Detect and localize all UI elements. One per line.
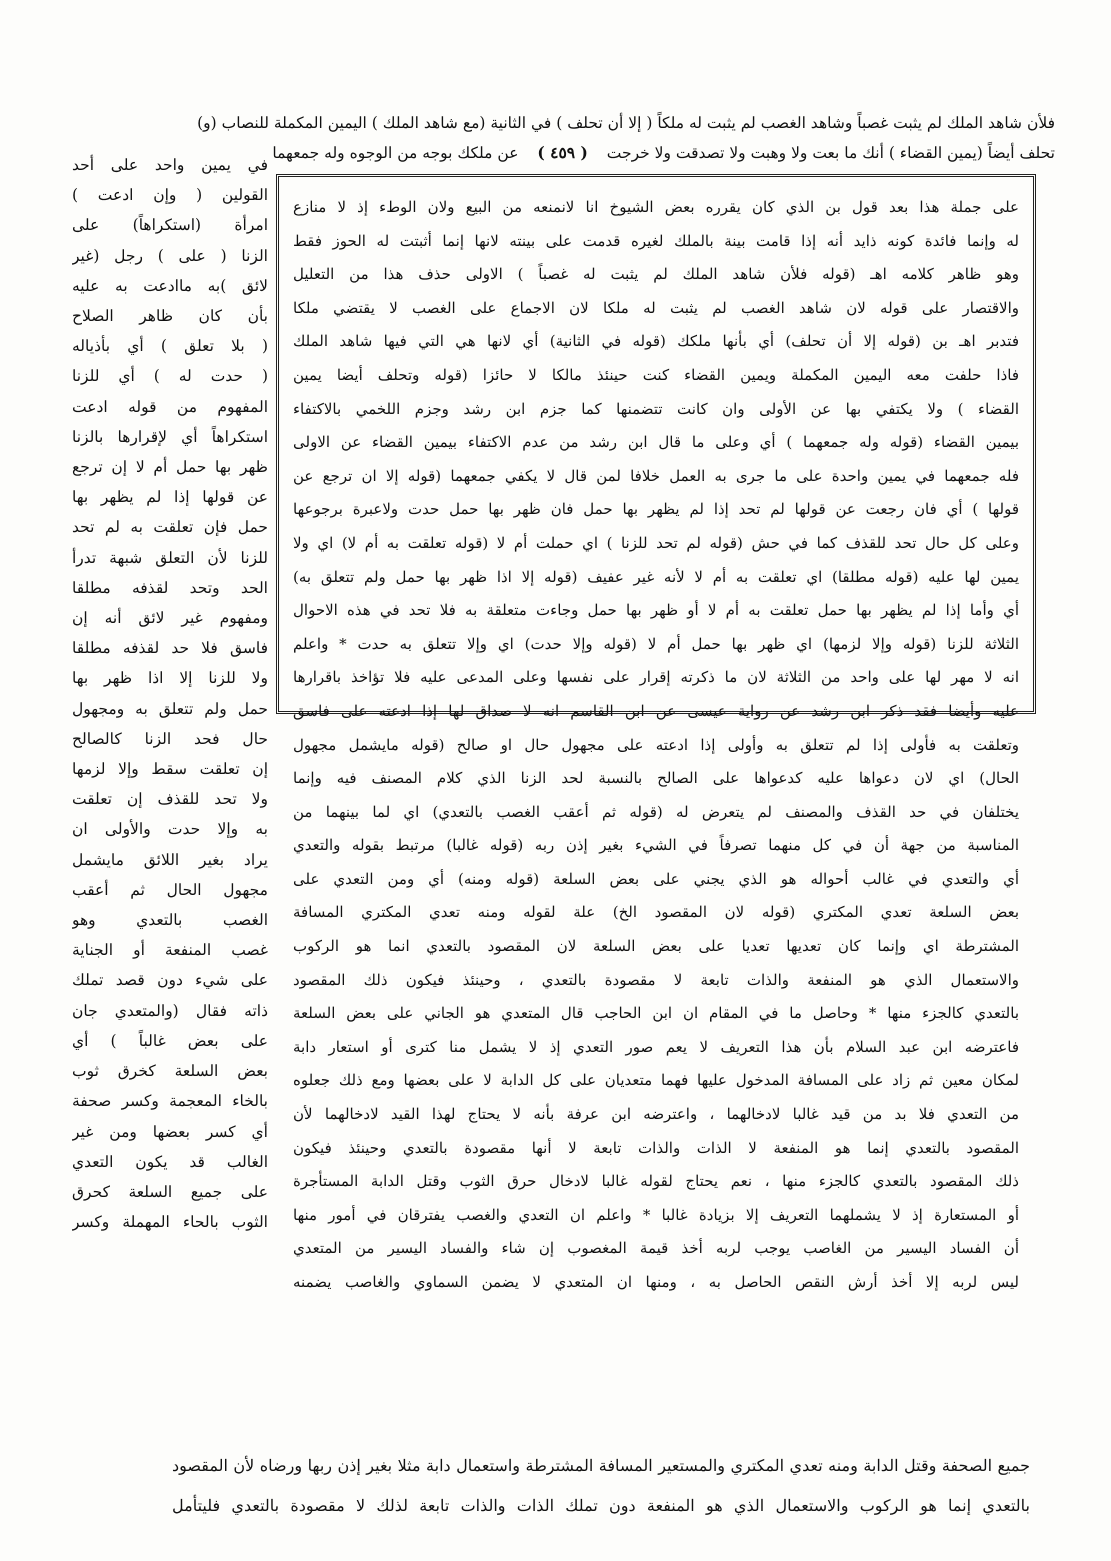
commentary-line: وهو ظاهر كلامه اهـ (قوله فلأن شاهد الملك لم يثبت له غصباً ) الاولى حذف هذا من التعليل xyxy=(293,265,1019,284)
sidebar-line: لائق )به ماادعت به عليه xyxy=(72,276,268,295)
commentary-line: فاعترضه ابن عبد السلام بأن هذا التعريف لا يعم صور التعدي إذ لا يشمل منا كترى أو استعار دابة xyxy=(293,1037,1019,1056)
sidebar-line: ومفهوم غير لائق أنه إن xyxy=(72,609,268,628)
sidebar-line: استكراهاً أي لإقرارها بالزنا xyxy=(72,427,268,446)
commentary-line: المناسبة من جهة أن في كل منهما تصرفاً في الشيء بغير إذن ربه (قوله غالبا) مرتبط بقوله والتعدي xyxy=(293,836,1019,855)
header-line-2-continuation: عن ملكك بوجه من الوجوه وله جمعهما xyxy=(272,144,519,162)
commentary-line: الثلاثة للزنا (قوله وإلا لزمها) اي ظهر بها حمل أم لا (قوله وإلا حدت) اي وإلا تتعلق به حدت * واعلم xyxy=(293,634,1019,653)
sidebar-line: على جميع السلعة كحرق xyxy=(72,1182,268,1201)
commentary-line: أي والتعدي في غالب أحواله هو الذي يجني على بعض السلعة (قوله ومنه) أي ومن التعدي على xyxy=(293,869,1019,888)
main-text-footer xyxy=(172,1446,1030,1526)
sidebar-line: الثوب بالحاء المهملة وكسر xyxy=(72,1213,268,1232)
sidebar-line: أي كسر بعضها ومن غير xyxy=(72,1122,268,1141)
commentary-line: قولها ) أي فان رجعت عن قولها لم تحد إذا لم يظهر بها حمل فان ظهر بها حمل حدت ولاعبرة برجوعها xyxy=(293,500,1019,519)
sidebar-line: بالخاء المعجمة وكسر صحفة xyxy=(72,1092,268,1111)
sidebar-line: حال فحد الزنا كالصالح xyxy=(72,729,268,748)
sidebar-line: ذاته فقال (والمتعدي جان xyxy=(72,1001,268,1020)
sidebar-line: يراد بغير اللائق مايشمل xyxy=(72,850,268,869)
header-line-1: فلأن شاهد الملك لم يثبت غصباً وشاهد الغصب لم يثبت له ملكاً ( إلا أن تحلف ) في الثانية (مع شاهد الملك ) اليمين المكملة للنصاب (و) xyxy=(197,114,1055,132)
sidebar-line: على بعض غالباً ) أي xyxy=(72,1031,268,1050)
sidebar-line: بأن كان ظاهر الصلاح xyxy=(72,307,268,326)
sidebar-line: القولين ( وإن ادعت ) xyxy=(72,186,268,205)
footer-line-1: جميع الصحفة وقتل الدابة ومنه تعدي المكتري والمستعير المسافة المشترطة واستعمال دابة مثلا بغير إذن ربها ورضاه لأن المقصود xyxy=(172,1456,1030,1475)
page-number: ( ٤٥٩ ) xyxy=(537,143,588,162)
commentary-line: بيمين القضاء (قوله وله جمعهما ) أي وعلى ما قال ابن رشد من عدم الاكتفاء بيمين القضاء عن الاولى xyxy=(293,433,1019,452)
commentary-line: يختلفان في حد القذف والمصنف لم يتعرض له (قوله ثم أعقب الغصب بالتعدي) اي لما بينهما من xyxy=(293,802,1019,821)
commentary-line: المشترطة اي وإنما كان تعديها تعديا على بعض السلعة لان المقصود بالتعدي انما هو الركوب xyxy=(293,937,1019,956)
sidebar-line: المفهوم من قوله ادعت xyxy=(72,397,268,416)
sidebar-line: مجهول الحال ثم أعقب xyxy=(72,880,268,899)
commentary-line: فله جمعهما في يمين واحدة على ما جرى به العمل خلافا لمن قال لا يكفي جمعهما (قوله إلا ان ترجع عن xyxy=(293,466,1019,485)
commentary-line: المقصود بالتعدي إنما هو المنفعة لا الذات والذات تابعة لا أنها مقصودة بالتعدي وحينئذ فيكون xyxy=(293,1138,1019,1157)
sidebar-line: ( حدت له ) أي للزنا xyxy=(72,367,268,386)
sidebar-line: حمل ولم تتعلق به ومجهول xyxy=(72,699,268,718)
commentary-line: انه لا مهر لها على واحد من الثلاثة لان ما ذكرته إقرار على نفسها وعلى المدعى عليه فلا تؤاخذ باقرارها xyxy=(293,668,1019,687)
commentary-line: على جملة هذا بعد قول بن الذي كان يقرره بعض الشيوخ انا لانمنعه من البيع ولان الوطء إذ لا منازع xyxy=(293,198,1019,216)
sidebar-line: امرأة (استكراهاً) على xyxy=(72,216,268,235)
commentary-frame xyxy=(276,174,1036,1291)
commentary-line: بعض السلعة تعدي المكتري (قوله لان المقصود الخ) علة لقوله ومنه تعدي المكتري المسافة xyxy=(293,903,1019,922)
sidebar-line: الحد وتحد لقذفه مطلقا xyxy=(72,578,268,597)
sidebar-line: الزنا ( على ) رجل (غير xyxy=(72,246,268,265)
sidebar-line: حمل فإن تعلقت به لم تحد xyxy=(72,518,268,537)
sidebar-line: بعض السلعة كخرق ثوب xyxy=(72,1062,268,1081)
commentary-line: عليه وأيضا فقد ذكر ابن رشد عن رواية عيسى عن ابن القاسم انه لا صداق لها إذا ادعته على فاسق xyxy=(293,701,1019,720)
sidebar-line: الغصب بالتعدي وهو xyxy=(72,911,268,930)
commentary-line: له وإنما فائدة كونه ذايد أنه إذا قامت بينة بالملك لغيره قدمت على بينته لانها إنما أثبتت له الحوز فقط xyxy=(293,231,1019,250)
commentary-line: والاستعمال الذي هو المنفعة والذات تابعة لا مقصودة بالتعدي ، وحينئذ فيكون ذلك المقصود xyxy=(293,970,1019,989)
commentary-line: أو المستعارة إذ لا يشملهما التعريف إلا بزيادة غالبا * واعلم ان التعدي والغصب يفترقان في أمور منها xyxy=(293,1205,1019,1224)
sidebar-line: ( بلا تعلق ) أي بأذياله xyxy=(72,337,268,356)
footer-line-2: بالتعدي إنما هو الركوب والاستعمال الذي هو المنفعة دون تملك الذات والذات تابعة لذلك لا مقصودة بالتعدي فليتأمل xyxy=(172,1496,1030,1515)
sidebar-line: في يمين واحد على أحد xyxy=(72,156,268,174)
commentary-line: بالتعدي كالجزء منها * وحاصل ما في المقام ان ابن الحاجب قال المتعدي هو الجاني على بعض السلعة xyxy=(293,1004,1019,1023)
commentary-line: فتدبر اهـ بن (قوله إلا أن تحلف) أي بأنها ملكك (قوله في الثانية) أي لانها هي التي فيها شاهد الملك xyxy=(293,332,1019,351)
sidebar-line: للزنا لأن التعلق شبهة تدرأ xyxy=(72,548,268,567)
commentary-line: أن الفساد اليسير من الغاصب يوجب لربه أخذ قيمة المغصوب إن شاء والفساد اليسير من المتعدي xyxy=(293,1239,1019,1258)
commentary-line: من التعدي فلا بد من قيد غالبا لادخالهما ، واعترضه ابن عرفة بأنه لا يحتاج لهذا القيد لادخالهما لأن xyxy=(293,1105,1019,1124)
sidebar-line: به وإلا حدت والأولى ان xyxy=(72,820,268,839)
commentary-line: القضاء ) ولا يكتفي بها عن الأولى وان كانت تتضمنها كما جزم ابن رشد وجزم اللخمي بالاكتفاء xyxy=(293,399,1019,418)
sidebar-line: ظهر بها حمل أم لا إن ترجع xyxy=(72,458,268,477)
sidebar-line: ولا تحد للقذف إن تعلقت xyxy=(72,790,268,809)
header-line-2-text: تحلف أيضاً (يمين القضاء ) أنك ما بعت ولا وهبت ولا تصدقت ولا خرجت xyxy=(606,144,1055,162)
commentary-line: وعلى كل حال تحد للقذف كما في حش (قوله لم تحد للزنا ) اي حملت أم لا (قوله تعلقت به أم لا) اي ولا xyxy=(293,533,1019,552)
sidebar-line: فاسق فلا حد لقذفه مطلقا xyxy=(72,639,268,658)
commentary-line: لمكان معين ثم زاد على المسافة المدخول عليها فهما متعديان على كل الدابة لا على بعضها ومع ذلك جعلوه xyxy=(293,1071,1019,1090)
commentary-line: والاقتصار على قوله لان شاهد الغصب لم يثبت له ملكا لان الاجماع على الغصب لا يقتضي ملكا xyxy=(293,298,1019,317)
sidebar-line: الغالب قد يكون التعدي xyxy=(72,1152,268,1171)
commentary-line: ذلك المقصود بالتعدي كالجزء منها ، نعم يحتاج لقوله غالبا لادخال حرق الثوب وقتل الدابة المستأجرة xyxy=(293,1172,1019,1191)
sidebar-line: عن قولها إذا لم يظهر بها xyxy=(72,488,268,507)
sidebar-line: إن تعلقت سقط وإلا لزمها xyxy=(72,760,268,779)
sidebar-line: ولا للزنا إلا اذا ظهر بها xyxy=(72,669,268,688)
commentary-text xyxy=(293,191,1019,1300)
commentary-line: فاذا حلفت معه اليمين المكملة ويمين القضاء كنت حينئذ مالكا لا حائزا (قوله وتحلف أيضا يمين xyxy=(293,365,1019,384)
commentary-line: أي وأما إذا لم يظهر بها حمل تعلقت به أم لا أو ظهر بها حمل وجاءت متعلقة به فلا تحد في هذه الاحوال xyxy=(293,601,1019,620)
sidebar-line: على شيء دون قصد تملك xyxy=(72,971,268,990)
commentary-line: وتعلقت به فأولى إذا لم تتعلق به وأولى إذا ادعته على مجهول حال او صالح (قوله مايشمل مجهول xyxy=(293,735,1019,754)
commentary-line: ليس لربه إلا أخذ أرش النقص الحاصل به ، ومنها ان المتعدي لا يضمن السماوي والغاصب يضمنه xyxy=(293,1273,1019,1291)
commentary-line: الحال) اي لان دعواها عليه كدعواها على الصالح بالنسبة لحد الزنا الذي كلام المصنف فيه وإنما xyxy=(293,769,1019,788)
main-text-sidebar-column xyxy=(72,150,268,1232)
sidebar-line: غصب المنفعة أو الجناية xyxy=(72,941,268,960)
commentary-line: يمين لها عليه (قوله مطلقا) اي تعلقت به أم لا لأنه غير عفيف (قوله إلا اذا ظهر بها حمل ولم تتعلق به) xyxy=(293,567,1019,586)
